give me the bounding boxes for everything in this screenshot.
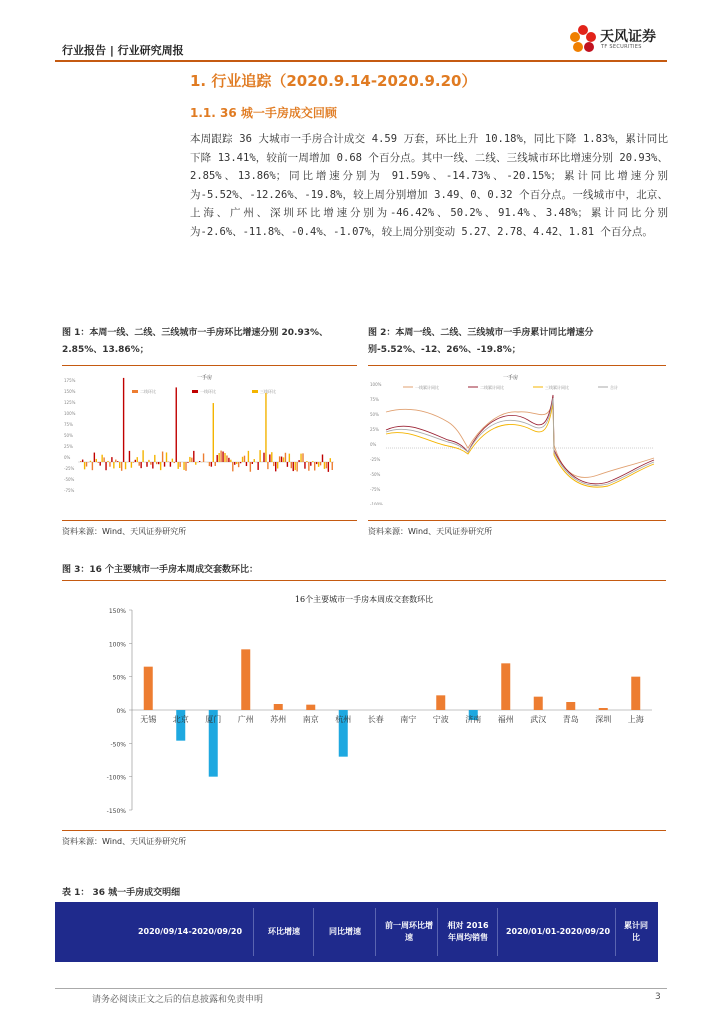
fig3-bottom-rule [62, 830, 666, 831]
fig1-bar [275, 462, 276, 471]
fig1-y-tick: 150% [64, 389, 76, 394]
fig1-bar [306, 461, 307, 462]
fig1-y-tick: 125% [64, 400, 76, 405]
fig2-chart-title: 一手房 [503, 375, 519, 381]
fig3-bar [501, 663, 510, 710]
fig1-bar [100, 462, 101, 466]
fig1-bar [269, 454, 270, 462]
fig1-bar [164, 462, 165, 467]
fig2-legend-1: 二线累计同比 [480, 385, 504, 390]
brand-logo [568, 22, 678, 62]
table-header-cell: 相对 2016 年周均销售 [447, 921, 489, 942]
fig1-bar [230, 460, 231, 462]
fig1-bar [259, 450, 260, 462]
fig1-bar [195, 462, 196, 465]
fig1-bar [125, 462, 126, 469]
fig1-bar [92, 462, 93, 470]
fig1-bar [283, 457, 284, 462]
fig3-bar [436, 695, 445, 710]
fig1-bar [244, 456, 245, 462]
fig1-bar [279, 456, 280, 462]
fig1-bar [314, 462, 315, 470]
fig1-chart-title: 一手房 [197, 375, 213, 381]
fig1-bar [226, 455, 227, 462]
fig1-title: 图 1：本周一线、二线、三线城市一手房环比增速分别 20.93%、2.85%、13.86%； [62, 328, 329, 355]
fig1-bar [107, 461, 108, 462]
table-header-cell: 2020/01/01-2020/09/20 [505, 927, 611, 936]
table-header-cell: 环比增速 [268, 927, 300, 936]
fig1-bar [142, 450, 143, 462]
fig1-y-tick: 0% [64, 455, 71, 460]
fig3-title: 图 3：16 个主要城市一手房本周成交套数环比： [62, 565, 259, 575]
fig2-y-tick: -75% [370, 487, 381, 492]
fig3-category-label: 宁波 [432, 715, 449, 724]
fig1-bar [222, 452, 223, 462]
fig1-y-tick: -25% [64, 466, 75, 471]
fig2-y-tick: 0% [370, 442, 377, 447]
fig1-y-tick: 50% [64, 433, 73, 438]
fig1-legend-1: 一线环比 [200, 389, 216, 394]
fig2-y-tick: -50% [370, 472, 381, 477]
fig2-rule [368, 365, 666, 366]
fig1-bar [304, 462, 305, 469]
fig1-bar [277, 462, 278, 469]
fig1-bar [300, 454, 301, 462]
fig3-category-label: 南宁 [400, 715, 417, 724]
fig1-rule [62, 365, 357, 366]
fig1-bar [296, 462, 297, 471]
fig2-y-tick: -25% [370, 457, 381, 462]
fig1-bar [105, 462, 106, 470]
fig1-bar [148, 460, 149, 462]
fig2-title: 图 2：本周一线、二线、三线城市一手房累计同比增速分别-5.52%、-12、26%、-19.8%； [368, 328, 594, 355]
fig1-bar [295, 462, 296, 470]
fig1-bar [94, 453, 95, 462]
fig3-category-label: 武汉 [530, 715, 547, 724]
fig1-bar [250, 462, 251, 472]
fig1-bar [308, 462, 309, 471]
fig1-bar [320, 462, 321, 465]
fig1-bar [232, 462, 233, 471]
fig3-source: 资料来源：Wind、天风证券研究所 [62, 837, 187, 846]
fig1-bar [139, 462, 140, 466]
fig1-bar [103, 457, 104, 462]
fig1-bar [158, 462, 159, 464]
fig3-bar [306, 705, 315, 710]
fig1-y-tick: -50% [64, 477, 75, 482]
fig3-bar [274, 704, 283, 710]
fig1-bar [185, 462, 186, 471]
fig1-bar [215, 462, 216, 466]
fig1-bar [137, 457, 138, 462]
fig1-bar [328, 462, 329, 472]
footer-rule [55, 988, 667, 989]
fig3-category-label: 济南 [465, 715, 482, 724]
fig1-bar [291, 462, 292, 468]
fig1-bar [174, 462, 175, 463]
fig1-bar [293, 462, 294, 471]
fig1-bar [312, 461, 313, 462]
fig1-bar [191, 458, 192, 462]
fig1-bar [252, 462, 253, 464]
fig1-bar [111, 457, 112, 462]
fig1-bar [140, 462, 141, 468]
fig1-bar [254, 459, 255, 462]
fig1-bar [224, 453, 225, 462]
fig3-category-label: 厦门 [205, 715, 222, 724]
fig1-bar [176, 387, 177, 462]
fig1-y-tick: -75% [64, 488, 75, 493]
fig1-bar [179, 462, 180, 467]
fig1-y-tick: 25% [64, 444, 73, 449]
fig1-bar [96, 459, 97, 462]
fig1-bar [211, 462, 212, 467]
table-header-cell: 2020/09/14-2020/09/20 [137, 927, 243, 936]
fig1-bar [131, 462, 132, 468]
fig1-bar [285, 453, 286, 462]
fig1-bar [324, 462, 325, 469]
fig1-bar [217, 455, 218, 462]
fig3-y-tick: 100% [108, 641, 126, 649]
fig1-bar [162, 452, 163, 462]
fig1-bar [172, 459, 173, 462]
fig1-bar [218, 453, 219, 462]
fig3-bar [631, 677, 640, 710]
fig1-bar [289, 454, 290, 462]
fig1-bar [234, 462, 235, 465]
fig1-bar [298, 460, 299, 462]
fig1-y-tick: 100% [64, 411, 76, 416]
fig1-bar [160, 462, 161, 470]
fig1-bar [123, 378, 124, 462]
fig1-bar [248, 451, 249, 462]
fig1-bar [273, 462, 274, 466]
fig1-bar [82, 460, 83, 462]
fig1-bar [257, 462, 258, 470]
fig2-y-tick: -100% [370, 502, 383, 505]
fig1-bar [156, 462, 157, 464]
fig1-bar [302, 453, 303, 462]
fig1-bar [310, 462, 311, 466]
fig1-bar [146, 462, 147, 467]
fig3-category-label: 深圳 [595, 715, 612, 724]
fig3-rule [62, 580, 666, 581]
fig1-bar [267, 462, 268, 469]
fig3-y-tick: 150% [108, 608, 126, 615]
fig1-bar [178, 462, 179, 469]
fig1-bar [115, 460, 116, 462]
fig2-source: 资料来源：Wind、天风证券研究所 [368, 527, 493, 536]
fig2-chart [368, 370, 658, 505]
fig3-bar [144, 667, 153, 710]
fig1-bar [240, 462, 241, 463]
fig3-category-label: 上海 [627, 715, 644, 724]
fig3-category-label: 苏州 [270, 715, 287, 724]
fig1-bar [154, 455, 155, 462]
fig1-bar [86, 462, 87, 467]
fig1-bar [213, 403, 214, 462]
table-header-row [55, 902, 658, 962]
fig1-bar [183, 462, 184, 470]
fig3-category-label: 无锡 [140, 715, 157, 724]
fig3-y-tick: -50% [110, 741, 126, 749]
header-breadcrumb: 行业报告 | 行业研究周报 [62, 44, 184, 57]
fig1-bar [265, 393, 266, 462]
fig3-category-label: 广州 [237, 715, 254, 724]
table-title: 表 1： 36 城一手房成交明细 [62, 888, 181, 898]
fig1-bar [203, 453, 204, 462]
fig1-bar [330, 458, 331, 462]
fig1-bar [117, 461, 118, 462]
fig1-chart [62, 370, 342, 505]
fig1-bar [281, 457, 282, 462]
table-header-cell: 前一周环比增速 [385, 921, 433, 942]
fig3-category-label: 青岛 [562, 715, 579, 724]
fig1-bar [271, 452, 272, 462]
fig1-y-tick: 75% [64, 422, 73, 427]
fig3-y-tick: -150% [106, 808, 126, 815]
fig1-bar [199, 461, 200, 462]
fig2-legend-0: 一线累计同比 [415, 385, 439, 390]
fig1-legend-2: 三线环比 [260, 389, 276, 394]
fig3-y-tick: 0% [116, 708, 126, 715]
fig2-y-tick: 100% [370, 382, 382, 387]
fig1-source: 资料来源：Wind、天风证券研究所 [62, 527, 187, 536]
fig3-bar [534, 697, 543, 710]
fig1-bar [101, 455, 102, 462]
fig1-bar [236, 462, 237, 464]
fig1-bar [166, 452, 167, 462]
fig1-bar [316, 462, 317, 464]
subsection-heading: 1.1. 36 城一手房成交回顾 [190, 106, 337, 120]
fig3-chart-title: 16个主要城市一手房本周成交套数环比 [294, 595, 434, 604]
fig1-bar [246, 462, 247, 466]
fig1-bar [287, 462, 288, 467]
fig1-bar [228, 458, 229, 462]
fig2-y-tick: 75% [370, 397, 379, 402]
fig1-bar [129, 451, 130, 462]
fig1-bar [332, 462, 333, 470]
page-number: 3 [655, 992, 661, 1002]
fig1-bar [263, 453, 264, 462]
fig3-chart [62, 588, 666, 828]
fig1-bar [121, 462, 122, 471]
section-heading: 1. 行业追踪（2020.9.14-2020.9.20） [190, 72, 477, 90]
footer-disclaimer: 请务必阅读正文之后的信息披露和免责申明 [92, 995, 264, 1005]
fig1-bar [152, 462, 153, 469]
fig1-bar [80, 461, 81, 462]
fig1-y-tick: 175% [64, 378, 76, 383]
logo-sub: TF SECURITIES [601, 44, 642, 50]
fig1-bar [113, 462, 114, 468]
fig1-bar [150, 462, 151, 465]
fig3-category-label: 杭州 [335, 715, 352, 724]
fig1-bar [90, 461, 91, 462]
fig1-bar [98, 462, 99, 463]
fig1-bar [133, 462, 134, 463]
fig1-bar [119, 462, 120, 468]
header-rule [55, 60, 667, 62]
fig1-bar [109, 462, 110, 467]
fig1-bar [326, 462, 327, 468]
fig3-category-label: 福州 [497, 715, 514, 724]
fig3-category-label: 长春 [367, 715, 384, 724]
fig1-bar [193, 451, 194, 462]
table-header-cell: 累计同比 [624, 921, 648, 942]
fig2-y-tick: 50% [370, 412, 379, 417]
logo-name: 天风证券 [600, 29, 656, 45]
fig1-bar [322, 455, 323, 462]
fig1-bar [209, 462, 210, 466]
fig1-bottom-rule [62, 520, 357, 521]
body-paragraph: 本周跟踪 36 大城市一手房合计成交 4.59 万套，环比上升 10.18%，同比下降 1.83%，累计同比下降 13.41%，较前一周增加 0.68 个百分点。其中一线、二线、三线城市环比增速分别 20.93%、2.85%、13.86%；同比增速分别为 91.59%、-14.73%、-20.15%；累计同比增速分别为-5.52%、-12.26%、-19.8%，较上周分别增加 3.49、0、0.32 个百分点。一线城市中，北京、上海、广州、深圳环比增速分别为-46.42%、50.2%、91.4%、3.48%；累计同比分别为-2.6%、-11.8%、-0.4%、-1.07%，较上周分别变动 5.27、2.78、4.42、1.81 个百分点。 [190, 133, 668, 238]
fig3-bar [566, 702, 575, 710]
fig1-bar [187, 462, 188, 463]
fig3-category-label: 北京 [172, 715, 189, 724]
fig3-category-label: 南京 [302, 715, 319, 724]
fig1-bar [242, 457, 243, 462]
fig2-y-tick: 25% [370, 427, 379, 432]
fig2-legend-2: 三线累计同比 [545, 385, 569, 390]
fig1-bar [220, 451, 221, 462]
fig1-bar [170, 462, 171, 467]
fig1-bar [238, 462, 239, 467]
fig1-bar [84, 462, 85, 469]
fig1-bar [135, 460, 136, 462]
fig2-legend-3: 合计 [610, 385, 618, 390]
logo-flower-icon [568, 22, 598, 56]
fig1-legend-0: 二线环比 [140, 389, 156, 394]
table-header-cell: 同比增速 [329, 927, 361, 936]
fig1-bar [189, 457, 190, 462]
fig3-y-tick: -100% [106, 774, 126, 782]
fig2-bottom-rule [368, 520, 666, 521]
fig3-bar [599, 708, 608, 710]
fig3-bar [241, 649, 250, 710]
fig1-bar [318, 462, 319, 467]
fig3-y-tick: 50% [112, 674, 126, 682]
